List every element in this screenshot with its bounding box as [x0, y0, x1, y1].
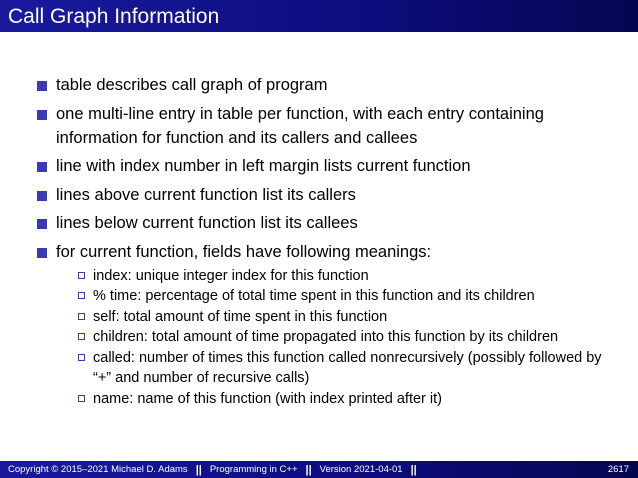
- bullet-item: [0, 240, 638, 264]
- slide-content: [0, 73, 638, 409]
- bullet-text: for current function, fields have following meanings:: [56, 242, 432, 261]
- sub-bullet-item: [0, 327, 638, 348]
- footer-bar: [0, 461, 638, 478]
- footer-copyright: Copyright © 2015–2021 Michael D. Adams: [8, 464, 188, 475]
- sub-bullet-list: [0, 266, 638, 410]
- hollow-square-bullet-icon: [78, 354, 85, 361]
- bullet-item: [0, 102, 638, 150]
- sub-bullet-text: called: number of times this function called nonrecursively (possibly followed by “+” and number of recursive calls): [93, 349, 602, 386]
- bullet-text: lines above current function list its callers: [56, 185, 356, 204]
- sub-bullet-item: [0, 389, 638, 410]
- square-bullet-icon: [37, 110, 47, 120]
- square-bullet-icon: [37, 219, 47, 229]
- sub-bullet-item: [0, 286, 638, 307]
- sub-bullet-text: children: total amount of time propagated into this function by its children: [93, 329, 559, 345]
- sub-bullet-text: index: unique integer index for this function: [93, 267, 369, 284]
- bullet-item: [0, 211, 638, 235]
- sub-bullet-item: [0, 307, 638, 328]
- square-bullet-icon: [37, 248, 47, 258]
- footer-version: Version 2021-04-01: [319, 464, 403, 475]
- title-bar: [0, 0, 638, 32]
- slide-title: Call Graph Information: [8, 4, 220, 28]
- bullet-text: one multi-line entry in table per function, with each entry containing information for function and its callers and callees: [56, 104, 544, 147]
- hollow-square-bullet-icon: [78, 313, 85, 320]
- square-bullet-icon: [37, 81, 47, 91]
- page-number: 2617: [607, 464, 629, 475]
- bullet-text: line with index number in left margin lists current function: [56, 157, 471, 175]
- footer-course: Programming in C++: [209, 464, 298, 475]
- bullet-text: lines below current function list its callees: [56, 214, 358, 232]
- bullet-item: [0, 154, 638, 178]
- square-bullet-icon: [37, 162, 47, 172]
- sub-bullet-item: [0, 266, 638, 287]
- sub-bullet-item: [0, 348, 638, 389]
- hollow-square-bullet-icon: [78, 292, 85, 299]
- sub-bullet-text: name: name of this function (with index printed after it): [93, 390, 442, 407]
- sub-bullet-text: self: total amount of time spent in this function: [93, 308, 388, 325]
- sub-bullet-text: % time: percentage of total time spent in this function and its children: [93, 288, 535, 304]
- hollow-square-bullet-icon: [78, 333, 85, 340]
- bullet-text: table describes call graph of program: [56, 76, 328, 94]
- footer-separator: ||: [410, 463, 417, 476]
- bullet-item: [0, 73, 638, 97]
- footer-separator: ||: [195, 463, 202, 476]
- hollow-square-bullet-icon: [78, 395, 85, 402]
- hollow-square-bullet-icon: [78, 272, 85, 279]
- square-bullet-icon: [37, 191, 47, 201]
- bullet-item: [0, 183, 638, 207]
- footer-separator: ||: [305, 463, 312, 476]
